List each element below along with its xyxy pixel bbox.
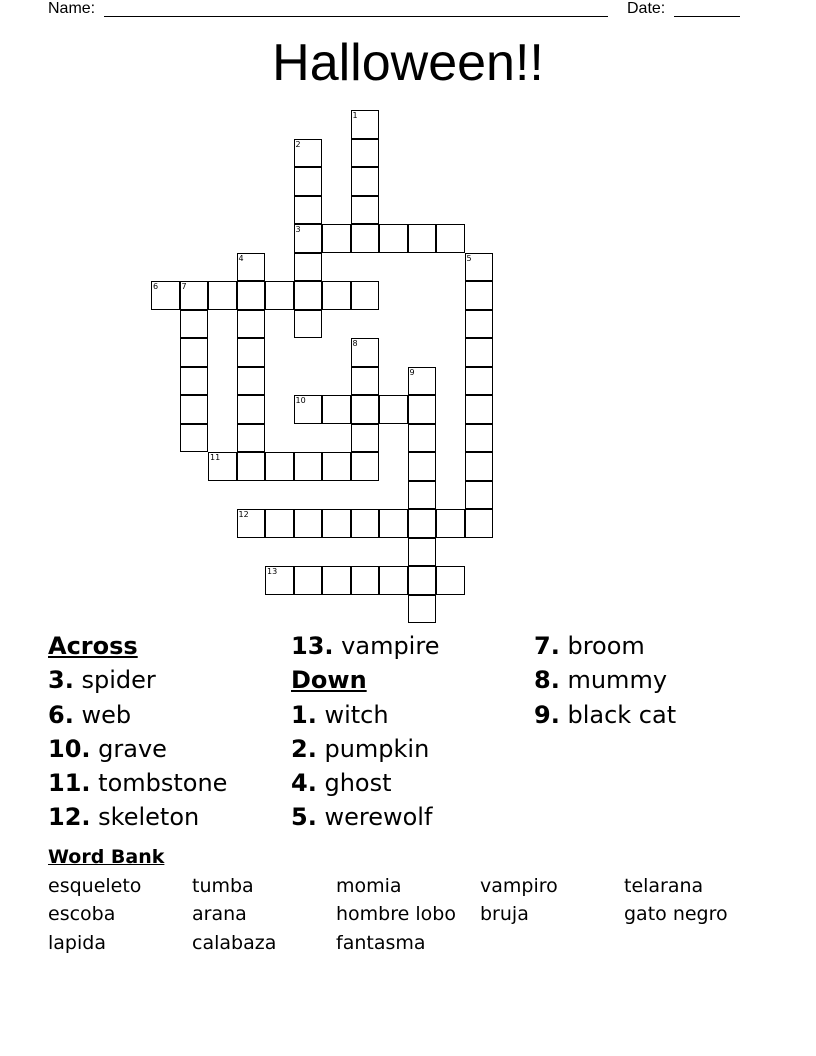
grid-cell[interactable] — [294, 566, 323, 595]
grid-cell[interactable] — [208, 452, 237, 481]
clue-down-7: 7. broom — [534, 632, 645, 660]
clue-number: 2 — [295, 139, 301, 149]
grid-cell[interactable] — [408, 566, 437, 595]
word-bank-item: vampiro — [480, 875, 558, 897]
clues-column-3 — [534, 629, 676, 732]
grid-cell[interactable] — [436, 566, 465, 595]
grid-cell[interactable] — [379, 509, 408, 538]
grid-cell[interactable] — [465, 310, 494, 339]
clue-number: 12 — [238, 510, 249, 519]
word-bank-item: fantasma — [336, 931, 426, 954]
clue-down-5: 5. werewolf — [291, 803, 433, 832]
clue-number: 8 — [352, 339, 358, 348]
clues-column-2 — [291, 629, 439, 835]
grid-cell[interactable] — [408, 367, 437, 396]
clue-across-11: 11. tombstone — [48, 769, 228, 798]
grid-cell[interactable] — [237, 338, 266, 367]
grid-cell[interactable] — [465, 253, 494, 282]
grid-cell[interactable] — [322, 224, 351, 253]
clue-down-2: 2. pumpkin — [291, 734, 430, 763]
grid-cell[interactable] — [379, 224, 408, 253]
name-label: Name: — [48, 0, 96, 17]
word-bank-item: lapida — [48, 931, 106, 954]
clue-number: 11 — [210, 453, 221, 462]
grid-cell[interactable] — [180, 281, 209, 310]
word-bank-item: arana — [192, 903, 247, 926]
grid-cell[interactable] — [465, 281, 494, 310]
grid-cell[interactable] — [180, 424, 209, 453]
grid-cell[interactable] — [237, 281, 266, 310]
clue-down-9: 9. black cat — [534, 700, 677, 729]
grid-cell[interactable] — [265, 281, 294, 310]
grid-cell[interactable] — [237, 395, 266, 424]
grid-cell[interactable] — [180, 310, 209, 339]
grid-cell[interactable] — [294, 224, 323, 253]
grid-cell[interactable] — [408, 481, 437, 510]
grid-cell[interactable] — [436, 224, 465, 253]
grid-cell[interactable] — [237, 424, 266, 453]
clue-number: 6 — [153, 282, 159, 291]
grid-cell[interactable] — [322, 566, 351, 595]
clue-down-1: 1. witch — [291, 700, 389, 729]
grid-cell[interactable] — [294, 139, 323, 168]
grid-cell[interactable] — [265, 509, 294, 538]
grid-cell[interactable] — [237, 310, 266, 339]
grid-cell[interactable] — [351, 367, 380, 396]
grid-cell[interactable] — [465, 395, 494, 424]
grid-cell[interactable] — [351, 167, 380, 196]
clue-number: 1 — [352, 111, 358, 120]
grid-cell[interactable] — [322, 281, 351, 310]
grid-cell[interactable] — [408, 595, 437, 624]
grid-cell[interactable] — [351, 395, 380, 424]
grid-cell[interactable] — [237, 509, 266, 538]
clue-number: 3 — [295, 225, 301, 234]
grid-cell[interactable] — [408, 424, 437, 453]
grid-cell[interactable] — [379, 566, 408, 595]
grid-cell[interactable] — [322, 509, 351, 538]
grid-cell[interactable] — [294, 281, 323, 310]
grid-cell[interactable] — [294, 395, 323, 424]
word-bank-item: momia — [336, 875, 402, 897]
word-bank-item: esqueleto — [48, 875, 142, 897]
grid-cell[interactable] — [351, 566, 380, 595]
grid-cell[interactable] — [408, 509, 437, 538]
word-bank-item: bruja — [480, 903, 529, 926]
grid-cell[interactable] — [408, 538, 437, 567]
grid-cell[interactable] — [237, 367, 266, 396]
word-bank-title: Word Bank — [48, 846, 165, 868]
grid-cell[interactable] — [351, 338, 380, 367]
clue-number: 7 — [181, 282, 187, 291]
grid-cell[interactable] — [408, 452, 437, 481]
grid-cell[interactable] — [294, 310, 323, 339]
grid-cell[interactable] — [294, 167, 323, 196]
grid-cell[interactable] — [408, 224, 437, 253]
date-label: Date: — [627, 0, 666, 17]
word-bank-item: hombre lobo — [336, 903, 456, 926]
grid-cell[interactable] — [465, 338, 494, 367]
clue-across-13: 13. vampire — [291, 632, 440, 660]
grid-cell[interactable] — [151, 281, 180, 310]
clue-number: 4 — [238, 253, 244, 263]
clue-across-6: 6. web — [48, 700, 132, 729]
grid-cell[interactable] — [294, 509, 323, 538]
grid-cell[interactable] — [322, 395, 351, 424]
grid-cell[interactable] — [351, 196, 380, 225]
clue-across-10: 10. grave — [48, 734, 167, 763]
clue-number: 10 — [295, 396, 306, 405]
word-bank-item: calabaza — [192, 931, 277, 954]
clue-number: 9 — [409, 367, 415, 377]
grid-cell[interactable] — [237, 253, 266, 282]
grid-cell[interactable] — [237, 452, 266, 481]
clue-across-3: 3. spider — [48, 666, 156, 695]
grid-cell[interactable] — [351, 139, 380, 168]
grid-cell[interactable] — [208, 281, 237, 310]
grid-cell[interactable] — [294, 196, 323, 225]
grid-cell[interactable] — [465, 452, 494, 481]
clue-across-12: 12. skeleton — [48, 803, 200, 832]
grid-cell[interactable] — [465, 481, 494, 510]
clues-column-1 — [48, 629, 227, 835]
grid-cell[interactable] — [351, 424, 380, 453]
clue-down-4: 4. ghost — [291, 769, 392, 798]
grid-cell[interactable] — [294, 452, 323, 481]
grid-cell[interactable] — [322, 452, 351, 481]
grid-cell[interactable] — [180, 338, 209, 367]
grid-cell[interactable] — [265, 566, 294, 595]
clue-number: 5 — [466, 253, 472, 263]
across-heading: Across — [48, 632, 138, 660]
down-heading: Down — [291, 666, 367, 695]
grid-cell[interactable] — [351, 110, 380, 139]
grid-cell[interactable] — [294, 253, 323, 282]
grid-cell[interactable] — [351, 224, 380, 253]
grid-cell[interactable] — [465, 367, 494, 396]
grid-cell[interactable] — [351, 509, 380, 538]
clue-number: 13 — [267, 567, 278, 576]
grid-cell[interactable] — [436, 509, 465, 538]
grid-cell[interactable] — [180, 367, 209, 396]
grid-cell[interactable] — [265, 452, 294, 481]
grid-cell[interactable] — [465, 509, 494, 538]
word-bank-item: telarana — [624, 875, 704, 897]
word-bank-item: gato negro — [624, 903, 728, 926]
grid-cell[interactable] — [465, 424, 494, 453]
grid-cell[interactable] — [408, 395, 437, 424]
clue-down-8: 8. mummy — [534, 666, 668, 695]
grid-cell[interactable] — [351, 281, 380, 310]
grid-cell[interactable] — [379, 395, 408, 424]
grid-cell[interactable] — [180, 395, 209, 424]
word-bank-item: escoba — [48, 903, 116, 926]
word-bank-item: tumba — [192, 875, 254, 897]
page-title: Halloween!! — [272, 34, 544, 92]
grid-cell[interactable] — [351, 452, 380, 481]
